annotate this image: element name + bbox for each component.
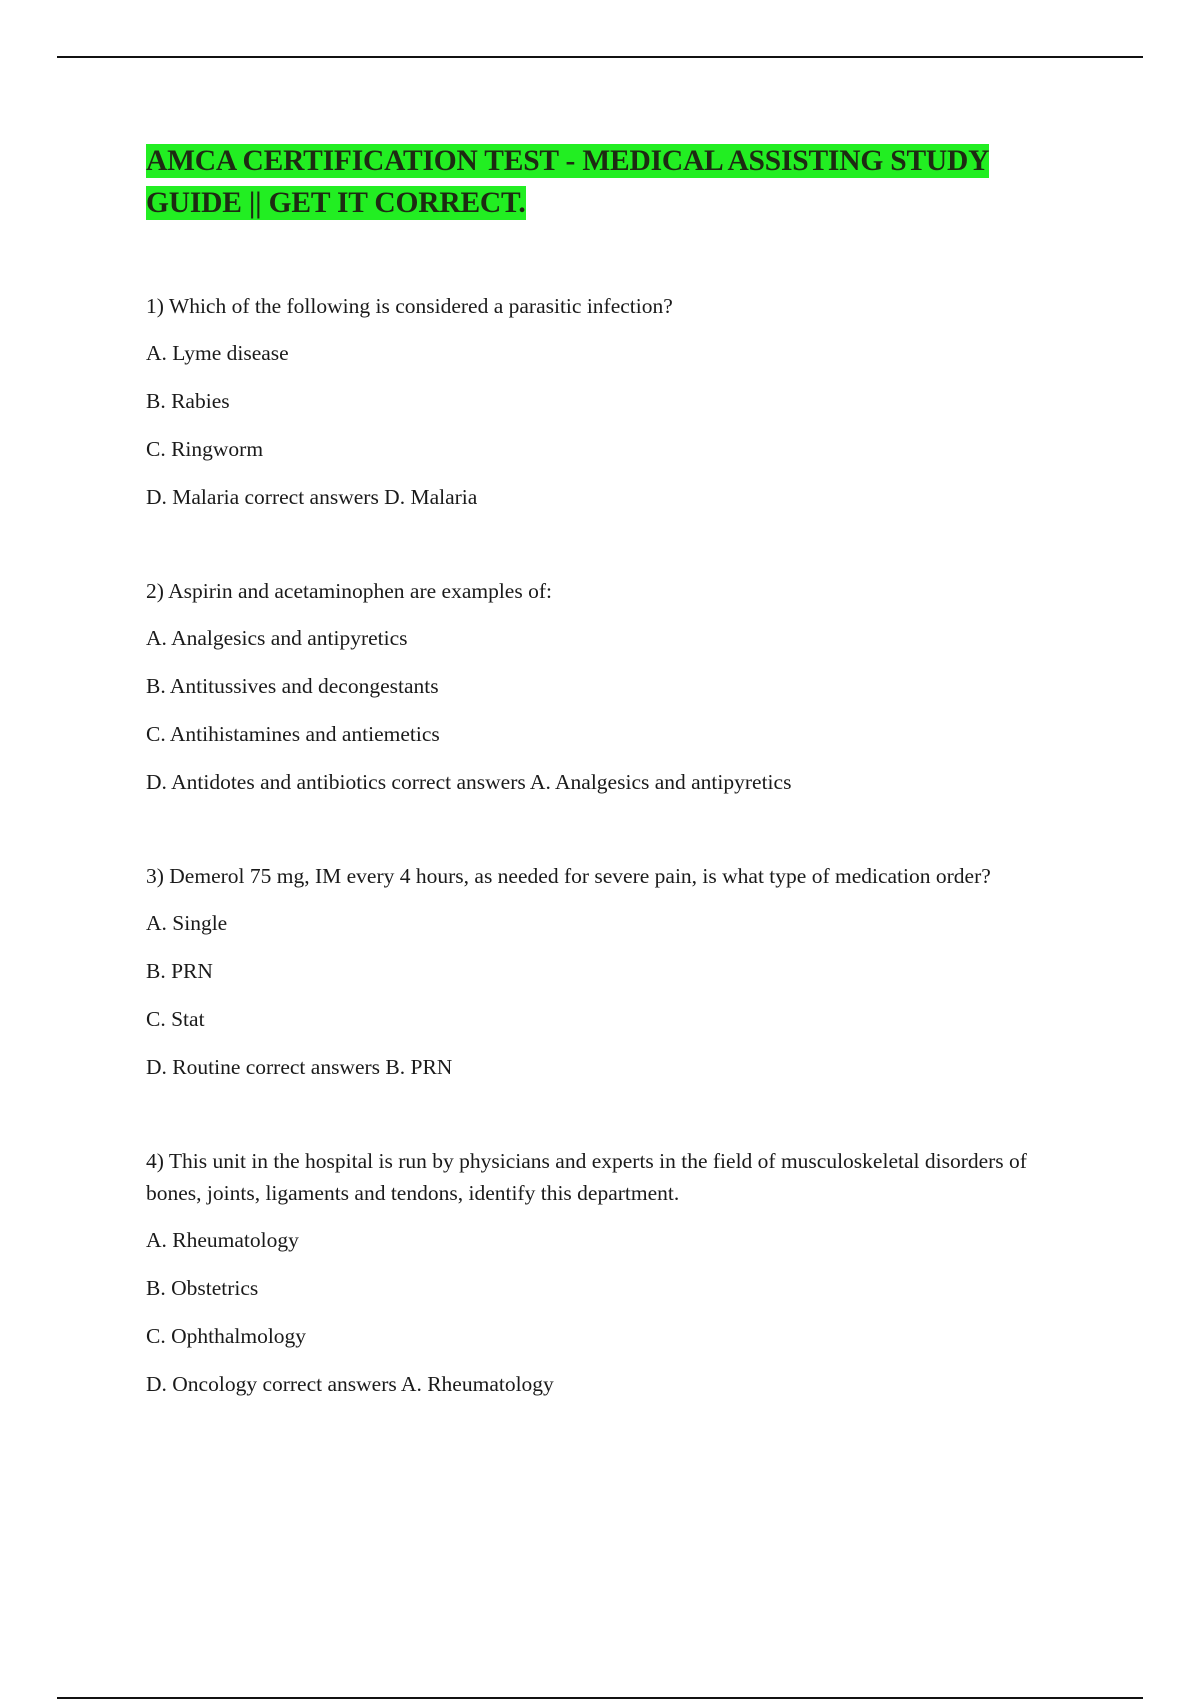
answer-option-a: A. Single [146, 911, 228, 935]
question-prompt: 3) Demerol 75 mg, IM every 4 hours, as needed for severe pain, is what type of medication order? [146, 864, 991, 888]
header-rule [57, 56, 1143, 58]
title-highlight: AMCA CERTIFICATION TEST - MEDICAL ASSISTING STUDY GUIDE || GET IT CORRECT. [146, 145, 990, 219]
answer-option-b: B. Rabies [146, 389, 230, 413]
question-2 [146, 575, 1086, 798]
question-prompt: 4) This unit in the hospital is run by physicians and experts in the field of musculoskeletal disorders of bones, joints, ligaments and tendons, identify this department. [146, 1149, 1027, 1205]
footer-rule [57, 1697, 1143, 1699]
answer-option-b: B. PRN [146, 959, 213, 983]
answer-option-a: A. Lyme disease [146, 341, 289, 365]
document-title [146, 140, 1086, 224]
question-4 [146, 1145, 1086, 1400]
answer-option-a: A. Rheumatology [146, 1228, 299, 1252]
question-prompt: 1) Which of the following is considered a parasitic infection? [146, 294, 673, 318]
question-3 [146, 860, 1086, 1083]
answer-option-d: D. Antidotes and antibiotics correct answers A. Analgesics and antipyretics [146, 770, 792, 794]
question-1 [146, 290, 1086, 513]
answer-option-b: B. Antitussives and decongestants [146, 674, 439, 698]
answer-option-b: B. Obstetrics [146, 1276, 259, 1300]
answer-option-c: C. Ringworm [146, 437, 264, 461]
question-list [146, 290, 1086, 1400]
answer-option-c: C. Antihistamines and antiemetics [146, 722, 440, 746]
answer-option-c: C. Stat [146, 1007, 205, 1031]
answer-option-d: D. Routine correct answers B. PRN [146, 1055, 453, 1079]
answer-option-a: A. Analgesics and antipyretics [146, 626, 408, 650]
answer-option-d: D. Oncology correct answers A. Rheumatology [146, 1372, 554, 1396]
answer-option-d: D. Malaria correct answers D. Malaria [146, 485, 478, 509]
document-body [146, 140, 1086, 1462]
question-prompt: 2) Aspirin and acetaminophen are examples of: [146, 579, 552, 603]
answer-option-c: C. Ophthalmology [146, 1324, 307, 1348]
